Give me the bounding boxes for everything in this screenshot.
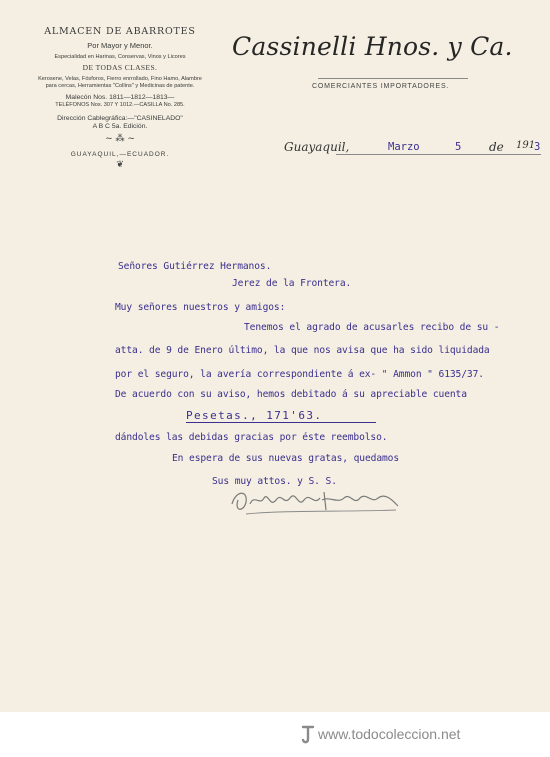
signoff-line: Sus muy attos. y S. S. (212, 476, 337, 487)
store-goods-line-2: para cercas, Herramientas "Collins" y Medicinas de patente. (45, 83, 195, 90)
watermark-logo-icon (300, 723, 316, 745)
store-title: ALMACEN DE ABARROTES (44, 26, 196, 37)
company-divider (318, 78, 468, 79)
flourish-icon: ❦ (116, 160, 124, 171)
store-cable-address: Dirección Cablegráfica:—"CASINELADO" (57, 115, 183, 123)
salutation: Muy señores nuestros y amigos: (115, 302, 286, 313)
date-underline (336, 154, 541, 155)
body-line-3: por el seguro, la avería correspondiente á ex- " Ammon " 6135/37. (115, 369, 484, 380)
signature (226, 482, 406, 522)
body-line-4: De acuerdo con su aviso, hemos debitado á su apreciable cuenta (115, 389, 467, 400)
company-name: Cassinelli Hnos. y Ca. (232, 32, 513, 61)
company-subtitle: COMERCIANTES IMPORTADORES. (312, 83, 450, 90)
store-code: A B C 5a. Edición. (92, 123, 148, 131)
closing-line: En espera de sus nuevas gratas, quedamos (172, 453, 400, 464)
date-year-digit: 3 (534, 141, 541, 153)
store-phones: TELÉFONOS Nos. 307 Y 1012.—CASILLA No. 285. (55, 101, 185, 108)
addressee-line-2: Jerez de la Frontera. (232, 278, 352, 289)
store-city: GUAYAQUIL,—ECUADOR. (70, 151, 170, 159)
date-de: de (489, 140, 504, 154)
store-address: Malecón Nos. 1811—1812—1813— (65, 93, 175, 101)
date-place: Guayaquil, (284, 140, 350, 154)
ornament-icon: ~ ⁂ ~ (105, 134, 135, 145)
addressee-line-1: Señores Gutiérrez Hermanos. (118, 261, 272, 272)
store-all-classes: DE TODAS CLASES. (82, 62, 158, 72)
body-line-1: Tenemos el agrado de acusarles recibo de su - (244, 322, 500, 333)
watermark-url: www.todocoleccion.net (318, 726, 461, 742)
date-day: 5 (455, 141, 462, 153)
body-line-2: atta. de 9 de Enero último, la que nos avisa que ha sido liquidada (115, 345, 490, 356)
store-goods-line-1: Kerosene, Velas, Fósforos, Fierro enrrollado, Fino Hamo, Alambre (38, 75, 202, 82)
date-month: Marzo (388, 141, 420, 153)
letterhead-left (20, 26, 220, 170)
store-specialty: Especialidad en Harinas, Conservas, Vinos y Licores (54, 54, 186, 60)
amount-underline (186, 422, 376, 423)
amount-line: Pesetas., 171'63. (186, 409, 323, 422)
store-subtitle: Por Mayor y Menor. (87, 41, 153, 50)
date-year-prefix: 191 (516, 140, 536, 151)
after-amount-line: dándoles las debidas gracias por éste reembolso. (115, 432, 388, 443)
